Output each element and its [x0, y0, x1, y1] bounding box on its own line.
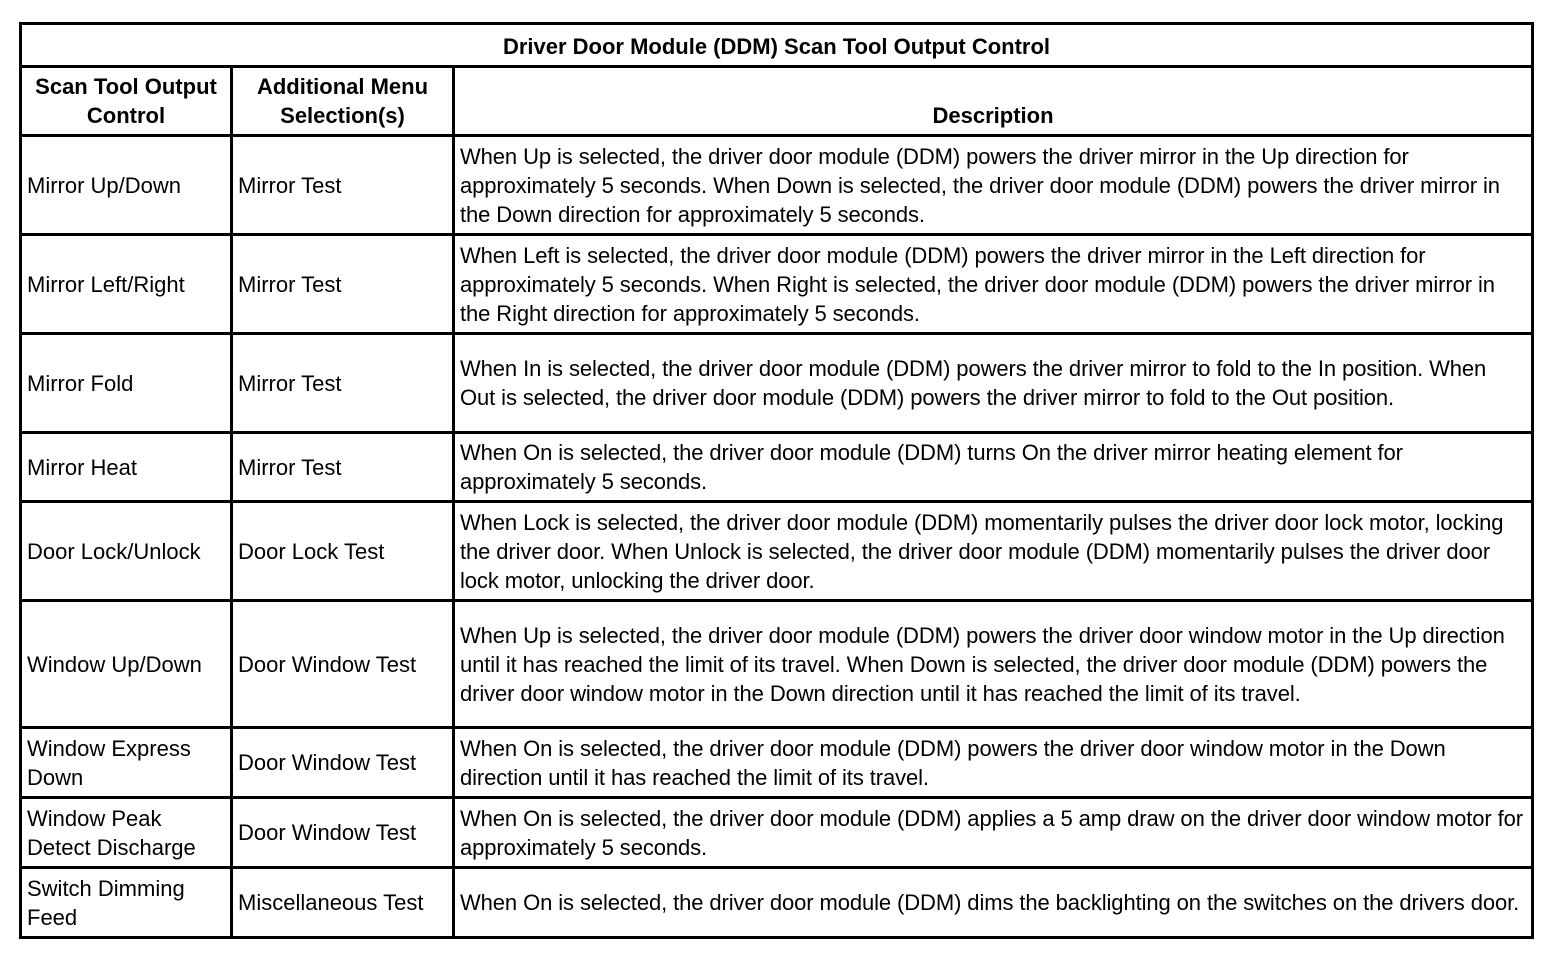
output-control-cell: Door Lock/Unlock: [21, 502, 232, 601]
output-control-cell: Window Peak Detect Discharge: [21, 798, 232, 868]
output-control-cell: Mirror Up/Down: [21, 136, 232, 235]
menu-selection-cell: Mirror Test: [232, 136, 454, 235]
menu-selection-cell: Mirror Test: [232, 433, 454, 502]
table-row: [21, 235, 1533, 334]
output-control-cell: Mirror Fold: [21, 334, 232, 433]
table-title: Driver Door Module (DDM) Scan Tool Output Control: [21, 24, 1533, 67]
table-row: [21, 728, 1533, 798]
table-row: [21, 502, 1533, 601]
output-control-cell: Window Express Down: [21, 728, 232, 798]
table-row: [21, 601, 1533, 728]
table-header-row: [21, 67, 1533, 136]
header-description: Description: [454, 67, 1533, 136]
menu-selection-cell: Door Window Test: [232, 728, 454, 798]
description-cell: When Left is selected, the driver door module (DDM) powers the driver mirror in the Left direction for approximately 5 seconds. When Right is selected, the driver door module (DDM) powers the driver mirror in the Right direction for approximately 5 seconds.: [454, 235, 1533, 334]
menu-selection-cell: Mirror Test: [232, 334, 454, 433]
menu-selection-cell: Miscellaneous Test: [232, 868, 454, 938]
table-row: [21, 334, 1533, 433]
table-row: [21, 868, 1533, 938]
output-control-cell: Mirror Left/Right: [21, 235, 232, 334]
output-control-cell: Switch Dimming Feed: [21, 868, 232, 938]
output-control-cell: Window Up/Down: [21, 601, 232, 728]
menu-selection-cell: Door Window Test: [232, 601, 454, 728]
description-cell: When On is selected, the driver door module (DDM) turns On the driver mirror heating element for approximately 5 seconds.: [454, 433, 1533, 502]
table-row: [21, 136, 1533, 235]
menu-selection-cell: Mirror Test: [232, 235, 454, 334]
description-cell: When Up is selected, the driver door module (DDM) powers the driver mirror in the Up direction for approximately 5 seconds. When Down is selected, the driver door module (DDM) powers the driver mirror in the Down direction for approximately 5 seconds.: [454, 136, 1533, 235]
header-additional-menu-selections: Additional Menu Selection(s): [232, 67, 454, 136]
ddm-output-control-table: [19, 22, 1534, 939]
description-cell: When Lock is selected, the driver door module (DDM) momentarily pulses the driver door lock motor, locking the driver door. When Unlock is selected, the driver door module (DDM) momentarily pulses the driver door lock motor, unlocking the driver door.: [454, 502, 1533, 601]
menu-selection-cell: Door Window Test: [232, 798, 454, 868]
description-cell: When On is selected, the driver door module (DDM) dims the backlighting on the switches on the drivers door.: [454, 868, 1533, 938]
description-cell: When On is selected, the driver door module (DDM) powers the driver door window motor in the Down direction until it has reached the limit of its travel.: [454, 728, 1533, 798]
output-control-cell: Mirror Heat: [21, 433, 232, 502]
table-row: [21, 433, 1533, 502]
description-cell: When On is selected, the driver door module (DDM) applies a 5 amp draw on the driver door window motor for approximately 5 seconds.: [454, 798, 1533, 868]
table-row: [21, 798, 1533, 868]
menu-selection-cell: Door Lock Test: [232, 502, 454, 601]
description-cell: When Up is selected, the driver door module (DDM) powers the driver door window motor in the Up direction until it has reached the limit of its travel. When Down is selected, the driver door module (DDM) powers the driver door window motor in the Down direction until it has reached the limit of its travel.: [454, 601, 1533, 728]
description-cell: When In is selected, the driver door module (DDM) powers the driver mirror to fold to the In position. When Out is selected, the driver door module (DDM) powers the driver mirror to fold to the Out position.: [454, 334, 1533, 433]
table-title-row: [21, 24, 1533, 67]
header-scan-tool-output-control: Scan Tool Output Control: [21, 67, 232, 136]
